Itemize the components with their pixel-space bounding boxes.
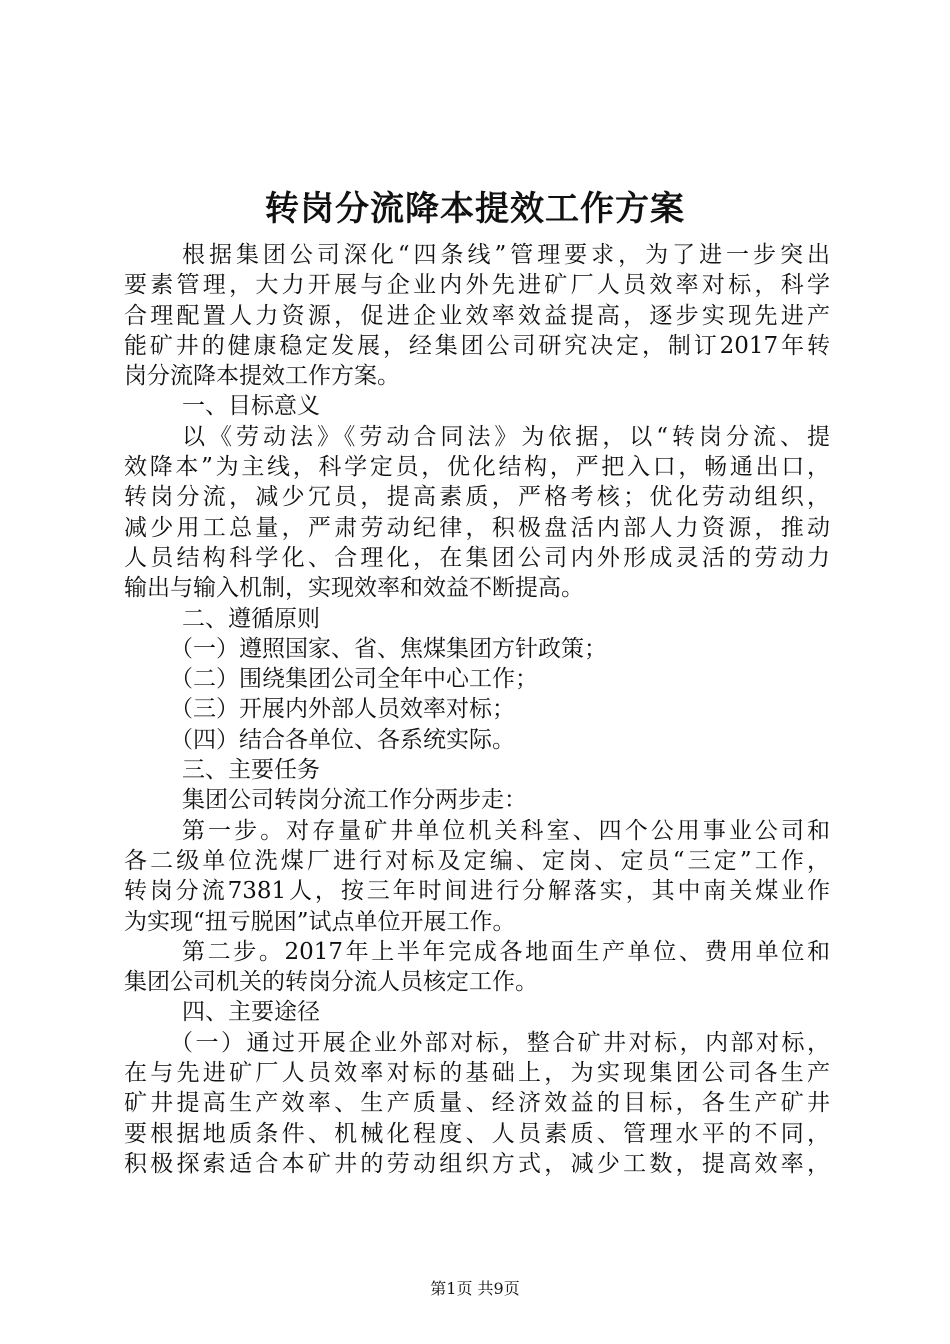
- section-heading: 三、主要任务: [182, 757, 320, 784]
- body-line: 集团公司机关的转岗分流人员核定工作。: [124, 969, 538, 996]
- body-line: 矿井提高生产效率、生产质量、经济效益的目标，各生产矿井: [124, 1090, 830, 1117]
- list-item: （三）开展内外部人员效率对标；: [170, 696, 515, 723]
- document-body: [124, 240, 830, 1179]
- body-line: 集团公司转岗分流工作分两步走：: [182, 787, 527, 814]
- body-line: 以《劳动法》《劳动合同法》为依据，以“转岗分流、提: [182, 423, 830, 450]
- body-line: （一）通过开展企业外部对标，整合矿井对标，内部对标，: [170, 1029, 830, 1056]
- body-line: 根据集团公司深化“四条线”管理要求，为了进一步突出: [182, 242, 830, 268]
- list-item: （一）遵照国家、省、焦煤集团方针政策；: [170, 635, 607, 662]
- body-line: 效降本”为主线，科学定员，优化结构，严把入口，畅通出口，: [124, 454, 830, 481]
- list-item: （四）结合各单位、各系统实际。: [170, 726, 515, 753]
- page-number: 第1页 共9页: [430, 1279, 520, 1298]
- body-line: 转岗分流7381人，按三年时间进行分解落实，其中南关煤业作: [124, 878, 830, 905]
- body-line: 积极探索适合本矿井的劳动组织方式，减少工数，提高效率，: [124, 1150, 830, 1177]
- section-heading: 四、主要途径: [182, 999, 320, 1026]
- body-line: 各二级单位洗煤厂进行对标及定编、定岗、定员“三定”工作，: [124, 847, 830, 874]
- body-line: 合理配置人力资源，促进企业效率效益提高，逐步实现先进产: [124, 302, 830, 329]
- body-line: 在与先进矿厂人员效率对标的基础上，为实现集团公司各生产: [124, 1060, 830, 1087]
- body-line: 要根据地质条件、机械化程度、人员素质、管理水平的不同，: [124, 1120, 830, 1147]
- body-line: 转岗分流，减少冗员，提高素质，严格考核；优化劳动组织，: [124, 484, 830, 511]
- list-item: （二）围绕集团公司全年中心工作；: [170, 666, 538, 693]
- section-heading: 一、目标意义: [182, 393, 320, 420]
- body-line: 减少用工总量，严肃劳动纪律，积极盘活内部人力资源，推动: [124, 514, 830, 541]
- body-line: 人员结构科学化、合理化，在集团公司内外形成灵活的劳动力: [124, 544, 830, 571]
- document-title: 转岗分流降本提效工作方案: [265, 189, 685, 229]
- body-line: 岗分流降本提效工作方案。: [124, 363, 400, 390]
- body-line: 要素管理，大力开展与企业内外先进矿厂人员效率对标，科学: [124, 272, 830, 299]
- body-line: 为实现“扭亏脱困”试点单位开展工作。: [124, 908, 516, 935]
- body-line: 第二步。2017年上半年完成各地面生产单位、费用单位和: [182, 938, 830, 965]
- body-line: 能矿井的健康稳定发展，经集团公司研究决定，制订2017年转: [124, 332, 830, 359]
- body-line: 第一步。对存量矿井单位机关科室、四个公用事业公司和: [182, 817, 830, 844]
- section-heading: 二、遵循原则: [182, 605, 320, 632]
- body-line: 输出与输入机制，实现效率和效益不断提高。: [124, 575, 584, 602]
